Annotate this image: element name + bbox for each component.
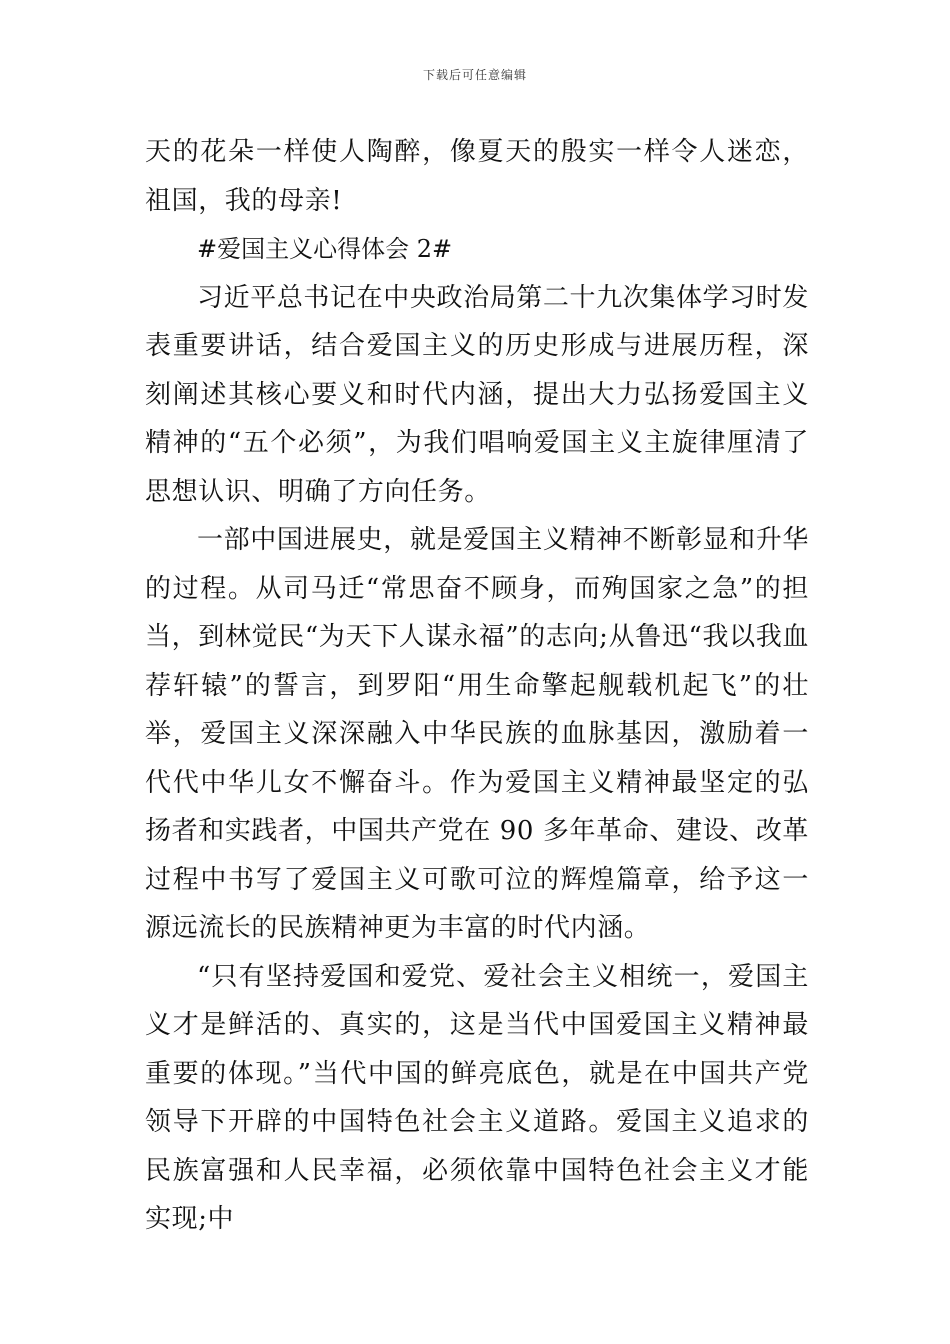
section-heading: #爱国主义心得体会 2# (197, 235, 453, 263)
paragraph-3: “只有坚持爱国和爱党、爱社会主义相统一，爱国主义才是鲜活的、真实的，这是当代中国爱国主义精神最重要的体现。”当代中国的鲜亮底色，就是在中国共产党领导下开辟的中国特色社会主义道路。爱国主义追求的民族富强和人民幸福，必须依靠中国特色社会主义才能实现;中 (145, 961, 809, 1234)
paragraph-continuation: 天的花朵一样使人陶醉，像夏天的殷实一样令人迷恋，祖国，我的母亲! (145, 137, 809, 216)
paragraph-1: 习近平总书记在中央政治局第二十九次集体学习时发表重要讲话，结合爱国主义的历史形成与进展历程，深刻阐述其核心要义和时代内涵，提出大力弘扬爱国主义精神的“五个必须”，为我们唱响爱国主义主旋律厘清了思想认识、明确了方向任务。 (145, 282, 809, 507)
paragraph-2: 一部中国进展史，就是爱国主义精神不断彰显和升华的过程。从司马迁“常思奋不顾身，而殉国家之急”的担当，到林觉民“为天下人谋永福”的志向;从鲁迅“我以我血荐轩辕”的誓言，到罗阳“用生命擎起舰载机起飞”的壮举，爱国主义深深融入中华民族的血脉基因，激励着一代代中华儿女不懈奋斗。作为爱国主义精神最坚定的弘扬者和实践者，中国共产党在 90 多年革命、建设、改革过程中书写了爱国主义可歌可泣的辉煌篇章，给予这一源远流长的民族精神更为丰富的时代内涵。 (145, 525, 809, 943)
document-body (145, 128, 809, 1244)
page-header-note: 下载后可任意编辑 (422, 68, 527, 82)
